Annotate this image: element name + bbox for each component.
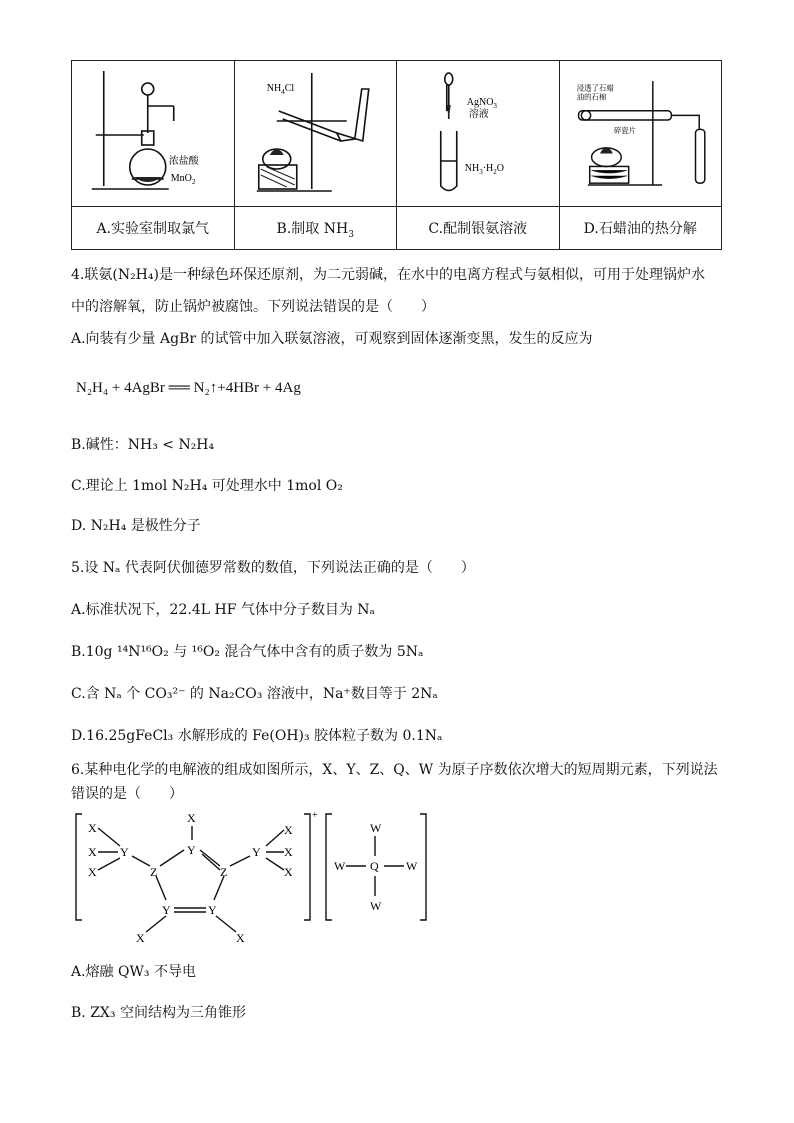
q4-stem-line2: 中的溶解氧，防止锅炉被腐蚀。下列说法错误的是（ ）	[71, 299, 435, 315]
ammonia-apparatus-figure	[235, 61, 397, 206]
svg-text:X: X	[88, 865, 97, 879]
svg-text:W: W	[334, 859, 346, 873]
svg-text:X: X	[88, 845, 97, 859]
apparatus-d-cell	[559, 61, 722, 207]
q4-option-c: C.理论上 1mol N₂H₄ 可处理水中 1mol O₂	[71, 478, 343, 494]
apparatus-table	[71, 60, 722, 250]
q4-equation: N₂H₄ + 4AgBr ══ N₂↑+4HBr + 4Ag	[76, 380, 301, 396]
chlorine-apparatus-figure	[72, 61, 234, 206]
q5-option-c: C.含 Nₐ 个 CO₃²⁻ 的 Na₂CO₃ 溶液中，Na⁺数目等于 2Nₐ	[71, 686, 438, 702]
silver-ammonia-figure	[397, 61, 559, 206]
svg-text:碎瓷片: 碎瓷片	[613, 126, 636, 136]
svg-text:Y: Y	[208, 903, 217, 917]
q5-option-d: D.16.25gFeCl₃ 水解形成的 Fe(OH)₃ 胶体粒子数为 0.1Nₐ	[71, 728, 443, 744]
svg-text:Z: Z	[150, 865, 158, 879]
svg-text:X: X	[187, 811, 196, 825]
apparatus-c-cell	[397, 61, 560, 207]
q4-option-a: A.向装有少量 AgBr 的试管中加入联氨溶液，可观察到固体逐渐变黑，发生的反应为	[71, 331, 593, 347]
q6-stem-line2: 错误的是（ ）	[71, 786, 183, 802]
q5-option-a: A.标准状况下，22.4L HF 气体中分子数目为 Nₐ	[71, 602, 375, 618]
svg-text:W: W	[406, 859, 418, 873]
apparatus-b-cell	[234, 61, 397, 207]
svg-text:Z: Z	[220, 865, 228, 879]
svg-text:X: X	[284, 865, 293, 879]
svg-text:AgNO3: AgNO$_3$	[466, 97, 497, 110]
svg-text:Q: Q	[370, 859, 379, 873]
q4-stem-line1: 4.联氨(N₂H₄)是一种绿色环保还原剂，为二元弱碱，在水中的电离方程式与氨相似，可用于处理锅炉水	[71, 267, 705, 283]
svg-text:+: +	[312, 810, 318, 821]
svg-text:浸透了石蜡: 浸透了石蜡	[576, 83, 614, 93]
q6-option-b: B. ZX₃ 空间结构为三角锥形	[71, 1005, 246, 1021]
q5-stem: 5.设 Nₐ 代表阿伏伽德罗常数的数值，下列说法正确的是（ ）	[71, 560, 475, 576]
electrolyte-structure-figure	[70, 808, 430, 948]
q6-stem-line1: 6.某种电化学的电解液的组成如图所示，X、Y、Z、Q、W 为原子序数依次增大的短周期元素，下列说法	[71, 762, 718, 778]
svg-text:溶液: 溶液	[468, 109, 489, 120]
svg-text:W: W	[370, 899, 382, 913]
svg-text:X: X	[284, 823, 293, 837]
q6-option-a: A.熔融 QW₃ 不导电	[71, 964, 196, 980]
caption-c: C.配制银氨溶液	[397, 207, 560, 250]
paraffin-cracking-figure	[560, 61, 722, 206]
svg-text:X: X	[136, 931, 145, 945]
caption-d: D.石蜡油的热分解	[559, 207, 722, 250]
svg-text:X: X	[284, 845, 293, 859]
svg-text:Y: Y	[252, 845, 261, 859]
q4-option-d: D. N₂H₄ 是极性分子	[71, 518, 201, 534]
svg-text:X: X	[88, 821, 97, 835]
q5-option-b: B.10g ¹⁴N¹⁶O₂ 与 ¹⁶O₂ 混合气体中含有的质子数为 5Nₐ	[71, 644, 424, 660]
svg-text:浓盐酸: 浓盐酸	[168, 156, 199, 167]
svg-text:Y: Y	[162, 903, 171, 917]
caption-a: A.实验室制取氯气	[72, 207, 235, 250]
svg-text:NH3·H2O: $NH_3\cdot H_2O$	[464, 163, 504, 176]
svg-text:MnO2: MnO$_2$	[170, 173, 196, 186]
q4-option-b: B.碱性：NH₃ < N₂H₄	[71, 437, 215, 453]
svg-text:油的石棉: 油的石棉	[576, 92, 606, 102]
svg-text:Y: Y	[187, 843, 196, 857]
apparatus-a-cell	[72, 61, 235, 207]
svg-text:W: W	[370, 821, 382, 835]
caption-b: B.制取 $NH_3$	[234, 207, 397, 250]
svg-text:NH4Cl: $NH_4Cl$	[266, 83, 294, 96]
svg-text:X: X	[236, 931, 245, 945]
svg-text:Y: Y	[120, 845, 129, 859]
